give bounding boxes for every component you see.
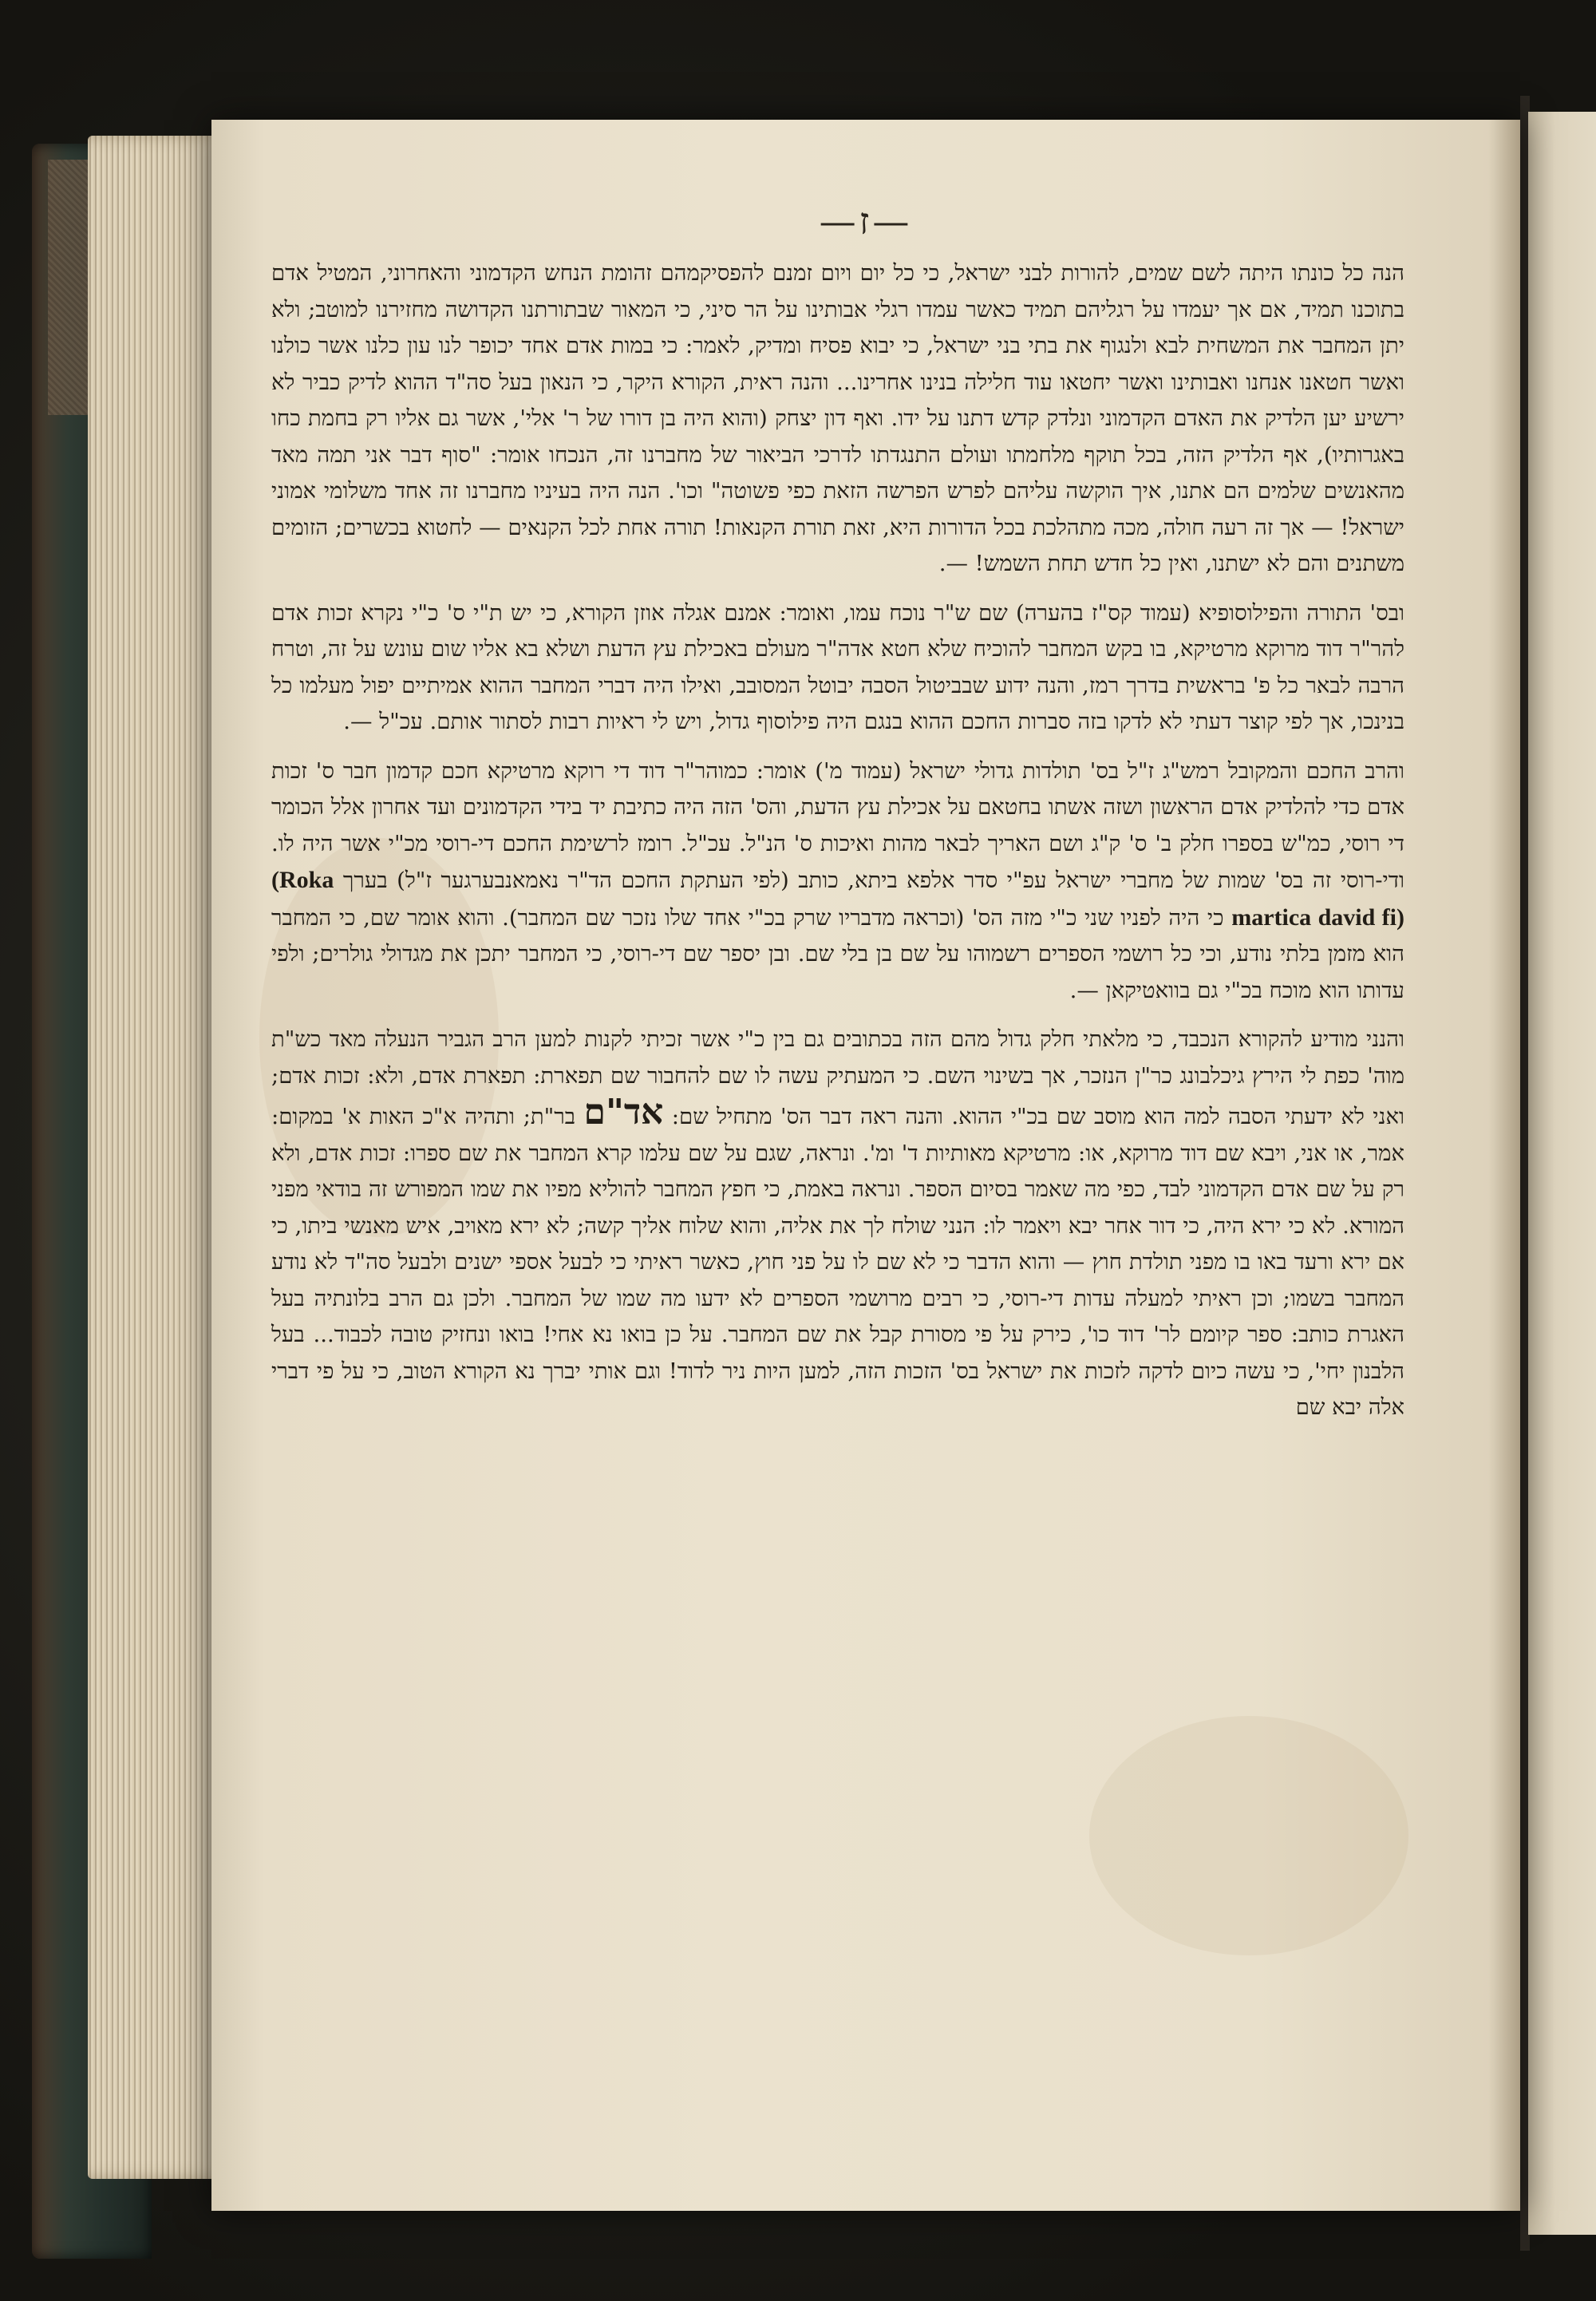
paragraph-text: ובס' התורה והפילוסופיא (עמוד קס"ז בהערה) שם ש"ר נוכח עמו, ואומר: אמנם אגלה אוזן הקורא, כי יש ת"י ס' כ"י נקרא זכות אדם להר"ר דוד מרוקא מרטיקא, בו בקש המחבר להוכיח שלא חטא אדה"ר מעולם באכילת עץ הדעת ושלא בא אליו שום עונש על זה, וטרח הרבה לבאר כל פ' בראשית בדרך רמז, והנה ידוע שבביטול הסבה יבוטל המסובב, ואילו היה דברי המחבר ההוא אמיתיים יפול מעלמו כל בנינכו, אך לפי קוצר דעתי לא לדקו בזה סברות החכם ההוא בנגם היה פילוסוף גדול, ויש לי ראיות רבות לסתור אותם. עכ"ל —. [271, 599, 1404, 734]
paragraph-text: הנה כל כונתו היתה לשם שמים, להורות לבני ישראל, כי כל יום ויום זמנם להפסיקמהם זהומת הנחש הקדמוני והאחרוני, המטיל אדם בתוכנו תמיד, אם אך יעמדו על רגליהם תמיד כאשר עמדו רגלי אבותינו על הר סיני, כי המאור שבתורתנו הקדושה מחזירנו למוטב; ולא יתן המחבר את המשחית לבא ולנגוף את בתי בני ישראל, כי יבוא פסיח ומדיק, לאמר: כי במות אדם אחד יכופר לנו עון כלנו אשר כולנו ואשר חטאנו אנחנו ואבותינו ואשר יחטאו עוד חלילה בנינו אחרינו... והנה ראית, הקורא היקר, כי הנאון בעל סה"ד ההוא לדיק כביר לא ירשיע יען הלדיק את האדם הקדמוני ונלדק קדש דתנו על ידו. ואף דון יצחק (והוא היה בן דורו של ר' אלי', אשר גם אליו רק בחמת כחו באגרותיו), אף הלדיק הזה, בכל תוקף מלחמתו ועולם התנגדתו לדרכי הביאור של מחברנו זה, הנכחו אומר: "סוף דבר אני תמה מאד מהאנשים שלמים הם אתנו, איך הוקשה עליהם לפרש הפרשה הזאת כפי פשוטה" וכו'. הנה היה בעיניו מחברנו זה אחד משלומי אמוני ישראל! — אך זה רעה חולה, מכה מתהלכת בכל הדורות היא, זאת תורת הקנאות! תורה אחת לכל הקנאים — לחטוא בכשרים; הזומים משתנים והם לא ישתנו, ואין כל חדש תחת השמש! —. [271, 260, 1404, 576]
paragraph-1 [271, 255, 1404, 583]
facing-page [1528, 112, 1596, 2235]
paper-stain [1089, 1716, 1408, 1955]
latin-title: (Roka martica david fi) [271, 867, 1404, 931]
paragraph-text-before: והנני מודיע להקורא הנכבד, כי מלאתי חלק גדול מהם הזה בכתובים גם בין כ"י אשר זכיתי לקנות למען הרב הגביר הנעלה מאד כש"ת מוה' כפת לי הירץ גיכלבונג כר"ן הנזכר, אך בשינוי השם. כי המעתיק עשה לו שם להחבור שם תפארת: תפארת אדם, ולא: זכות אדם; ואני לא ידעתי הסבה למה הוא מוסב שם בכ"י ההוא. והנה ראה דבר הס' מתחיל שם: [271, 1026, 1404, 1129]
page-edges [88, 136, 223, 2179]
paragraph-4 [271, 1022, 1404, 1426]
acronym-word: אד"ם [583, 1092, 664, 1133]
page-number: —ז— [819, 200, 913, 243]
paragraph-text-after: כי היה לפניו שני כ"י מזה הס' (וכראה מדבריו שרק בכ"י אחד שלו נזכר שם המחבר). והוא אומר שם, כי המחבר הוא מזמן בלתי נודע, וכי כל רושמי הספרים רשמוהו על שם בן בלי שם. ובן יספר שם די-רוסי, כי המחבר יתכן את מגדולי גולרים; ולפי עדותו הוא מוכח בכ"י גם בוואטיקאן —. [271, 904, 1404, 1003]
page-text [271, 255, 1404, 1426]
paragraph-text-after: בר"ת; ותהיה א"כ האות א' במקום: אמר, או אני, ויבא שם דוד מרוקא, או: מרטיקא מאותיות ד' ומ'. ונראה, שגם על שם עלמו קרא המחבר את שם ספרו: זכות אדם, ולא רק על שם אדם הקדמוני לבד, כפי מה שאמר בסיום הספר. ונראה באמת, כי חפץ המחבר להוליא מפיו את שמו המפורש זה בודאי מפני המורא. לא כי ירא היה, כי דור אחר יבא ויאמר לו: הנני שולח לך את אליה, והוא שלוח אליך קשה; לא ירא מאויב, איש מאנשי ביתו, כי אם ירא ורעד באו בו מפני תולדת חוץ — והוא הדבר כי לא שם לו על פני חוץ, כאשר ראיתי כי לבעל אספי ישנים ולבעל סה"ד לא נודע המחבר בשמו; וכן ראיתי למעלה עדות די-רוסי, כי רבים מרושמי הספרים לא ידעו מה שמו של המחבר. ולכן גם הרב בלונתיה בעל האגרת כותב: ספר קיומם לר' דוד כו', כירק על פי מסורת קבל את שם המחבר. על כן בואו נא אחי! בואו ונחזיק טובה לכבוד... בעל הלבנון יחי', כי עשה כיום לדקה לזכות את ישראל בס' הזכות הזה, למען היות ניר לדוד! וגם אותי יברך נא הקורא הטוב, כי על פי דברי אלה יבא שם [271, 1104, 1404, 1420]
paragraph-3 [271, 753, 1404, 1010]
page-gutter-shadow [1488, 120, 1520, 2211]
paragraph-2 [271, 595, 1404, 741]
paragraph-text-before: והרב החכם והמקובל רמש"ג ז"ל בס' תולדות גדולי ישראל (עמוד מ') אומר: כמוהר"ר דוד די רוקא מרטיקא חכם קדמון חבר ס' זכות אדם כדי להלדיק אדם הראשון ושזה אשתו בחטאם על אכילת עץ הדעת, והס' הזה היה כתיבת יד בידי הקדמונים ועד אחרון אלל הכומר די רוסי, כמ"ש בספרו חלק ב' ס' ק"ג ושם האריך לבאר מהות ואיכות ס' הנ"ל. עכ"ל. רומז לרשימת החכם די-רוסי מכ"י אשר היה לו. ודי-רוסי זה בס' שמות של מחברי ישראל עפ"י סדר אלפא ביתא, כותב (לפי העתקת החכם הד"ר נאמאנבערגער ז"ל) בערך [271, 757, 1404, 893]
